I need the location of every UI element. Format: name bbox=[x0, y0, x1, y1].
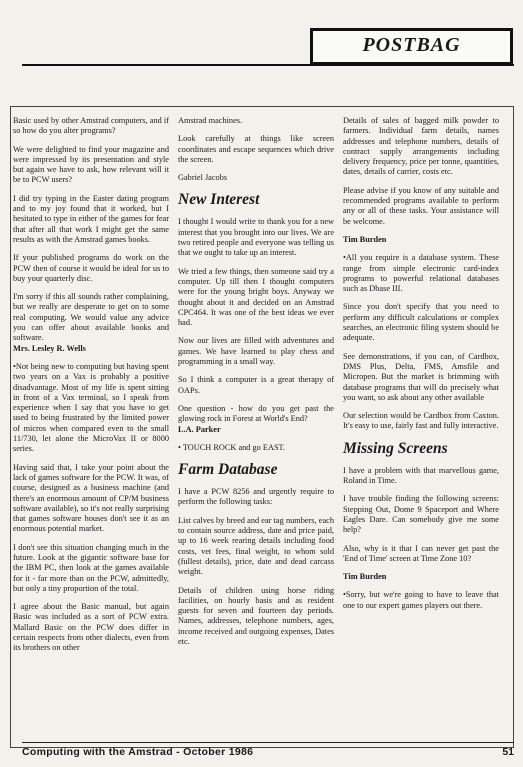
paragraph: Also, why is it that I can never get past the 'End of Time' screen at Time Zone 10? bbox=[343, 543, 499, 563]
letter-signature: Gabriel Jacobs bbox=[178, 173, 228, 183]
magazine-issue: Computing with the Amstrad - October 1986 bbox=[22, 746, 254, 758]
paragraph: Please advise if you know of any suitable and recommended programs available to perform any or all of these tasks. Your assistance will be welcome. bbox=[343, 185, 499, 226]
page-number: 51 bbox=[502, 746, 514, 758]
column-2 bbox=[178, 116, 334, 655]
paragraph: Our selection would be Cardbox from Caxton. It's easy to use, fairly fast and fully interactive. bbox=[343, 411, 499, 431]
paragraph: I have a problem with that marvellous game, Roland in Time. bbox=[343, 465, 499, 486]
paragraph: We tried a few things, then someone said try a computer. Up till then I thought computers were for the young bright boys. Anyway we thought about it and decided on an Amstrad CPC464. It was one of the best ideas we ever had. bbox=[178, 266, 334, 328]
paragraph: Basic used by other Amstrad computers, and if so how do you alter programs? bbox=[13, 116, 169, 136]
paragraph: Details of sales of bagged milk powder to farmers. Individual farm details, names addresses and telephone numbers, details of contract supply arrangements including delivery frequency, price per tonne, quantities, dates, details of carrier, costs etc. bbox=[343, 116, 499, 177]
paragraph: I have a PCW 8256 and urgently require to perform the following tasks: bbox=[178, 487, 334, 507]
paragraph: I did try typing in the Easter dating program and to my joy found that it worked, but I hesitated to type in either of the games for fear that after all that work I might get the same results as with the Amstrad games books. bbox=[13, 193, 169, 244]
paragraph: Since you don't specify that you need to perform any difficult calculations or complex searches, an electronic filing system should be adequate. bbox=[343, 302, 499, 343]
paragraph: So I think a computer is a great therapy of OAPs. bbox=[178, 375, 334, 395]
letter-signature: L.A. Parker bbox=[178, 424, 221, 434]
paragraph: Look carefully at things like screen coordinates and escape sequences which drive the screen. bbox=[178, 134, 334, 164]
paragraph: Now our lives are filled with adventures and games. We have learned to play chess and programming in a small way. bbox=[178, 336, 334, 367]
paragraph: See demonstrations, if you can, of Cardbox, DMS Plus, Delta, FMS, Amsfile and Micropen. But the market is brimming with database programs that will do precisely what you want, so ask about any other available bbox=[343, 351, 499, 402]
paragraph: We were delighted to find your magazine and were impressed by its presentation and style but again we have to ask, how relevant will it be to PCW users? bbox=[13, 144, 169, 185]
reply-paragraph: •All you require is a database system. These range from simple electronic card-index programs to powerful relational databases such as Dbase III. bbox=[343, 253, 499, 294]
paragraph: I have trouble finding the following screens: Stepping Out, Dome 9 Spaceport and Where Eagles Dare. Can somebody give me some help? bbox=[343, 494, 499, 535]
paragraph: Having said that, I take your point about the lack of games software for the PCW. It was, of course, designed as a business machine (and there's an enormous amount of CP/M business software available), so it's not really surprising that games software houses don't see it as an enormous potential market. bbox=[13, 462, 169, 534]
column-1 bbox=[13, 116, 169, 662]
section-banner bbox=[310, 28, 513, 64]
paragraph: I'm sorry if this all sounds rather complaining, but we really are desperate to get on to some real computing. We would value any advice you can offer about available books and software. bbox=[13, 292, 169, 343]
section-title: POSTBAG bbox=[362, 34, 461, 56]
paragraph: I thought I would write to thank you for a new interest that you brought into our lives. We are two retired people and everyone was telling us that we ought to take up an interest. bbox=[178, 217, 334, 258]
paragraph: If your published programs do work on the PCW then of course it would be ideal for us to buy your quarterly disc. bbox=[13, 253, 169, 283]
letter-signature: Tim Burden bbox=[343, 234, 387, 244]
paragraph: I don't see this situation changing much in the future. Look at the gigantic software base for the IBM PC, then look at the games available for it - far more than on the PCW, admittedly, but only a tiny proportion of the total. bbox=[13, 542, 169, 593]
article-heading: Missing Screens bbox=[343, 439, 448, 457]
reply-paragraph: •Not being new to computing but having spent two years on a Vax is probably a positive disadvantage. Most of my life is spent sitting in front of a Vax terminal, so I speak from experience when I say that you have to get used to being frustrated by the limited power of micros when compared even to the small 11/730, let alone the MicroVax II or 8000 series. bbox=[13, 361, 169, 454]
letter-signature: Tim Burden bbox=[343, 572, 387, 582]
page-footer bbox=[22, 742, 514, 763]
paragraph: Details of children using horse riding facilities, on hourly basis and as resident guests for seven and fourteen day periods. Names, addresses, telephone numbers, ages, income received and outgoing expenses, Dates etc. bbox=[178, 585, 334, 646]
article-heading: New Interest bbox=[178, 191, 260, 209]
letter-signature: Mrs. Lesley R. Wells bbox=[13, 343, 86, 353]
paragraph: List calves by breed and ear tag numbers, each to contain source address, date and price paid, up to 16 week rearing details including food costs, vet fees, final weight, to whom sold (fullest details), price, date and dead carcass weight. bbox=[178, 515, 334, 577]
paragraph: Amstrad machines. bbox=[178, 116, 243, 125]
reply-paragraph: • TOUCH ROCK and go EAST. bbox=[178, 442, 286, 452]
article-heading: Farm Database bbox=[178, 461, 278, 479]
reply-paragraph: •Sorry, but we're going to have to leave that one to our expert games players out there. bbox=[343, 590, 499, 610]
paragraph: One question - how do you get past the glowing rock in Forest at World's End? bbox=[178, 403, 334, 424]
paragraph: I agree about the Basic manual, but again Basic was included as a sort of PCW extra. Mallard Basic on the PCW does differ in certain respects from other dialects, even from its brothers on other bbox=[13, 602, 169, 653]
header-rule bbox=[22, 64, 514, 66]
column-3 bbox=[343, 116, 499, 619]
